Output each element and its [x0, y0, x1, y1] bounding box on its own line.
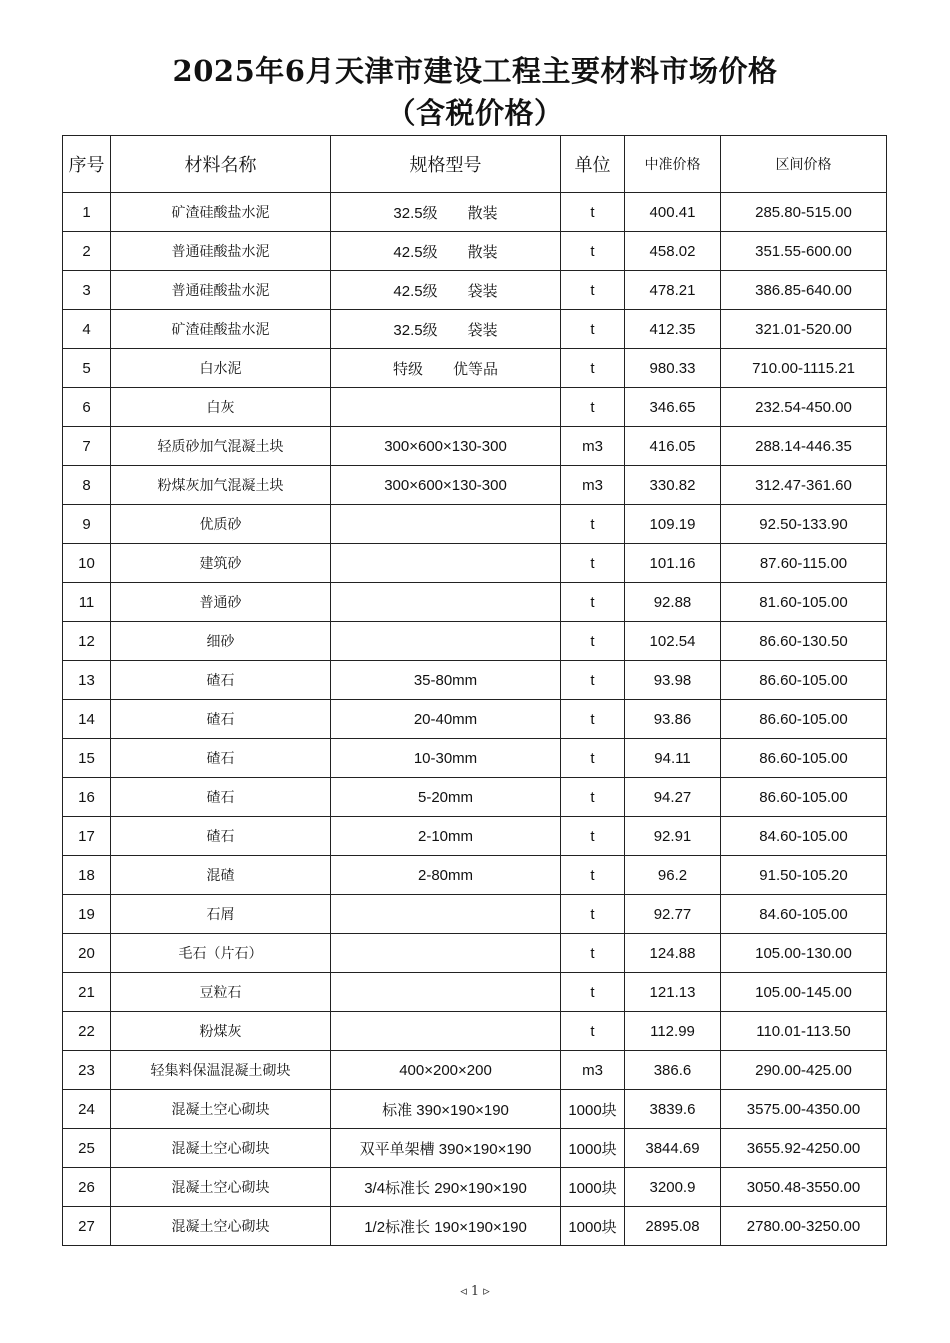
- cell-no: 23: [63, 1051, 111, 1090]
- cell-name: 石屑: [111, 895, 331, 934]
- cell-spec: [331, 895, 561, 934]
- cell-name: 矿渣硅酸盐水泥: [111, 310, 331, 349]
- table-row: [63, 1207, 887, 1246]
- cell-range: 312.47-361.60: [721, 466, 887, 505]
- cell-range: 3575.00-4350.00: [721, 1090, 887, 1129]
- price-table: [62, 135, 887, 1246]
- cell-spec: 300×600×130-300: [331, 466, 561, 505]
- cell-unit: t: [561, 349, 625, 388]
- cell-spec: [331, 622, 561, 661]
- cell-unit: t: [561, 700, 625, 739]
- cell-spec: 32.5级 袋装: [331, 310, 561, 349]
- cell-name: 粉煤灰: [111, 1012, 331, 1051]
- cell-unit: 1000块: [561, 1090, 625, 1129]
- cell-mid-price: 93.98: [625, 661, 721, 700]
- table-row: [63, 622, 887, 661]
- table-row: [63, 388, 887, 427]
- cell-no: 4: [63, 310, 111, 349]
- cell-unit: t: [561, 856, 625, 895]
- cell-spec: [331, 973, 561, 1012]
- cell-mid-price: 2895.08: [625, 1207, 721, 1246]
- cell-spec: 35-80mm: [331, 661, 561, 700]
- cell-range: 285.80-515.00: [721, 193, 887, 232]
- table-row: [63, 1051, 887, 1090]
- header-spec: 规格型号: [331, 136, 561, 193]
- cell-mid-price: 92.88: [625, 583, 721, 622]
- table-row: [63, 427, 887, 466]
- cell-name: 碴石: [111, 661, 331, 700]
- cell-mid-price: 3839.6: [625, 1090, 721, 1129]
- cell-mid-price: 92.77: [625, 895, 721, 934]
- cell-unit: t: [561, 1012, 625, 1051]
- table-row: [63, 583, 887, 622]
- cell-spec: [331, 583, 561, 622]
- cell-spec: 32.5级 散装: [331, 193, 561, 232]
- cell-no: 22: [63, 1012, 111, 1051]
- cell-mid-price: 386.6: [625, 1051, 721, 1090]
- cell-mid-price: 101.16: [625, 544, 721, 583]
- cell-spec: 400×200×200: [331, 1051, 561, 1090]
- cell-unit: t: [561, 778, 625, 817]
- cell-spec: [331, 1012, 561, 1051]
- cell-no: 16: [63, 778, 111, 817]
- cell-no: 6: [63, 388, 111, 427]
- cell-spec: 标准 390×190×190: [331, 1090, 561, 1129]
- table-row: [63, 739, 887, 778]
- cell-name: 白水泥: [111, 349, 331, 388]
- cell-mid-price: 3844.69: [625, 1129, 721, 1168]
- cell-name: 普通硅酸盐水泥: [111, 232, 331, 271]
- cell-name: 碴石: [111, 778, 331, 817]
- cell-unit: t: [561, 544, 625, 583]
- cell-unit: t: [561, 739, 625, 778]
- cell-no: 9: [63, 505, 111, 544]
- cell-spec: 5-20mm: [331, 778, 561, 817]
- cell-range: 321.01-520.00: [721, 310, 887, 349]
- cell-spec: 300×600×130-300: [331, 427, 561, 466]
- cell-unit: t: [561, 232, 625, 271]
- cell-range: 86.60-105.00: [721, 778, 887, 817]
- cell-unit: t: [561, 895, 625, 934]
- cell-no: 25: [63, 1129, 111, 1168]
- cell-spec: 20-40mm: [331, 700, 561, 739]
- cell-mid-price: 93.86: [625, 700, 721, 739]
- cell-unit: t: [561, 661, 625, 700]
- cell-mid-price: 346.65: [625, 388, 721, 427]
- header-no: 序号: [63, 136, 111, 193]
- cell-name: 轻集料保温混凝土砌块: [111, 1051, 331, 1090]
- cell-unit: t: [561, 271, 625, 310]
- cell-spec: 42.5级 散装: [331, 232, 561, 271]
- cell-mid-price: 94.11: [625, 739, 721, 778]
- cell-unit: t: [561, 583, 625, 622]
- table-row: [63, 466, 887, 505]
- cell-unit: m3: [561, 427, 625, 466]
- header-unit: 单位: [561, 136, 625, 193]
- cell-no: 14: [63, 700, 111, 739]
- cell-no: 18: [63, 856, 111, 895]
- cell-unit: 1000块: [561, 1207, 625, 1246]
- cell-range: 86.60-105.00: [721, 700, 887, 739]
- cell-no: 12: [63, 622, 111, 661]
- cell-unit: t: [561, 973, 625, 1012]
- cell-no: 13: [63, 661, 111, 700]
- cell-unit: t: [561, 622, 625, 661]
- cell-spec: [331, 388, 561, 427]
- cell-range: 86.60-130.50: [721, 622, 887, 661]
- cell-no: 11: [63, 583, 111, 622]
- cell-name: 混凝土空心砌块: [111, 1129, 331, 1168]
- header-range: 区间价格: [721, 136, 887, 193]
- cell-no: 17: [63, 817, 111, 856]
- cell-range: 87.60-115.00: [721, 544, 887, 583]
- cell-no: 26: [63, 1168, 111, 1207]
- cell-mid-price: 330.82: [625, 466, 721, 505]
- cell-mid-price: 96.2: [625, 856, 721, 895]
- table-row: [63, 1168, 887, 1207]
- cell-unit: t: [561, 388, 625, 427]
- cell-range: 105.00-130.00: [721, 934, 887, 973]
- cell-range: 92.50-133.90: [721, 505, 887, 544]
- cell-name: 混凝土空心砌块: [111, 1090, 331, 1129]
- cell-range: 3655.92-4250.00: [721, 1129, 887, 1168]
- cell-name: 混凝土空心砌块: [111, 1168, 331, 1207]
- page-subtitle: （含税价格）: [386, 96, 564, 130]
- cell-unit: t: [561, 505, 625, 544]
- cell-range: 81.60-105.00: [721, 583, 887, 622]
- cell-spec: 2-10mm: [331, 817, 561, 856]
- table-row: [63, 544, 887, 583]
- cell-name: 混碴: [111, 856, 331, 895]
- cell-range: 86.60-105.00: [721, 739, 887, 778]
- cell-name: 豆粒石: [111, 973, 331, 1012]
- cell-range: 91.50-105.20: [721, 856, 887, 895]
- table-row: [63, 895, 887, 934]
- table-row: [63, 856, 887, 895]
- cell-no: 2: [63, 232, 111, 271]
- cell-range: 84.60-105.00: [721, 817, 887, 856]
- cell-range: 110.01-113.50: [721, 1012, 887, 1051]
- cell-name: 毛石（片石）: [111, 934, 331, 973]
- cell-name: 碴石: [111, 700, 331, 739]
- cell-spec: 2-80mm: [331, 856, 561, 895]
- cell-range: 84.60-105.00: [721, 895, 887, 934]
- cell-range: 105.00-145.00: [721, 973, 887, 1012]
- cell-mid-price: 94.27: [625, 778, 721, 817]
- table-row: [63, 349, 887, 388]
- table-row: [63, 1012, 887, 1051]
- cell-mid-price: 400.41: [625, 193, 721, 232]
- cell-range: 351.55-600.00: [721, 232, 887, 271]
- table-row: [63, 271, 887, 310]
- cell-spec: [331, 505, 561, 544]
- cell-mid-price: 121.13: [625, 973, 721, 1012]
- cell-name: 碴石: [111, 739, 331, 778]
- cell-unit: m3: [561, 1051, 625, 1090]
- cell-range: 3050.48-3550.00: [721, 1168, 887, 1207]
- page-title: 2025年6月天津市建设工程主要材料市场价格: [172, 54, 778, 88]
- table-row: [63, 1090, 887, 1129]
- table-row: [63, 193, 887, 232]
- cell-spec: 双平单架槽 390×190×190: [331, 1129, 561, 1168]
- cell-mid-price: 478.21: [625, 271, 721, 310]
- cell-no: 7: [63, 427, 111, 466]
- cell-unit: t: [561, 934, 625, 973]
- cell-mid-price: 458.02: [625, 232, 721, 271]
- cell-range: 86.60-105.00: [721, 661, 887, 700]
- table-row: [63, 232, 887, 271]
- cell-name: 白灰: [111, 388, 331, 427]
- cell-mid-price: 102.54: [625, 622, 721, 661]
- table-row: [63, 973, 887, 1012]
- cell-no: 3: [63, 271, 111, 310]
- table-header-row: [63, 136, 887, 193]
- cell-no: 5: [63, 349, 111, 388]
- cell-spec: 3/4标准长 290×190×190: [331, 1168, 561, 1207]
- cell-spec: 42.5级 袋装: [331, 271, 561, 310]
- table-row: [63, 505, 887, 544]
- table-row: [63, 700, 887, 739]
- cell-spec: 特级 优等品: [331, 349, 561, 388]
- cell-range: 288.14-446.35: [721, 427, 887, 466]
- cell-spec: [331, 544, 561, 583]
- cell-range: 710.00-1115.21: [721, 349, 887, 388]
- page-number: ◃ 1 ▹: [460, 1284, 490, 1299]
- cell-mid-price: 112.99: [625, 1012, 721, 1051]
- cell-mid-price: 412.35: [625, 310, 721, 349]
- cell-no: 8: [63, 466, 111, 505]
- cell-spec: [331, 934, 561, 973]
- cell-name: 混凝土空心砌块: [111, 1207, 331, 1246]
- cell-name: 优质砂: [111, 505, 331, 544]
- cell-unit: 1000块: [561, 1168, 625, 1207]
- table-row: [63, 661, 887, 700]
- cell-mid-price: 109.19: [625, 505, 721, 544]
- cell-mid-price: 92.91: [625, 817, 721, 856]
- cell-unit: t: [561, 817, 625, 856]
- cell-unit: t: [561, 193, 625, 232]
- table-row: [63, 310, 887, 349]
- cell-name: 普通砂: [111, 583, 331, 622]
- table-row: [63, 934, 887, 973]
- table-row: [63, 778, 887, 817]
- cell-range: 386.85-640.00: [721, 271, 887, 310]
- table-row: [63, 817, 887, 856]
- cell-mid-price: 3200.9: [625, 1168, 721, 1207]
- cell-no: 24: [63, 1090, 111, 1129]
- cell-no: 15: [63, 739, 111, 778]
- cell-name: 粉煤灰加气混凝土块: [111, 466, 331, 505]
- cell-name: 轻质砂加气混凝土块: [111, 427, 331, 466]
- cell-unit: t: [561, 310, 625, 349]
- cell-range: 2780.00-3250.00: [721, 1207, 887, 1246]
- cell-unit: 1000块: [561, 1129, 625, 1168]
- cell-name: 建筑砂: [111, 544, 331, 583]
- cell-mid-price: 124.88: [625, 934, 721, 973]
- cell-no: 27: [63, 1207, 111, 1246]
- cell-unit: m3: [561, 466, 625, 505]
- cell-range: 232.54-450.00: [721, 388, 887, 427]
- cell-name: 细砂: [111, 622, 331, 661]
- cell-no: 10: [63, 544, 111, 583]
- cell-name: 矿渣硅酸盐水泥: [111, 193, 331, 232]
- cell-name: 普通硅酸盐水泥: [111, 271, 331, 310]
- cell-no: 20: [63, 934, 111, 973]
- cell-no: 21: [63, 973, 111, 1012]
- cell-mid-price: 416.05: [625, 427, 721, 466]
- table-row: [63, 1129, 887, 1168]
- header-mid-price: 中准价格: [625, 136, 721, 193]
- cell-spec: 1/2标准长 190×190×190: [331, 1207, 561, 1246]
- header-name: 材料名称: [111, 136, 331, 193]
- cell-range: 290.00-425.00: [721, 1051, 887, 1090]
- cell-spec: 10-30mm: [331, 739, 561, 778]
- cell-mid-price: 980.33: [625, 349, 721, 388]
- cell-name: 碴石: [111, 817, 331, 856]
- cell-no: 19: [63, 895, 111, 934]
- cell-no: 1: [63, 193, 111, 232]
